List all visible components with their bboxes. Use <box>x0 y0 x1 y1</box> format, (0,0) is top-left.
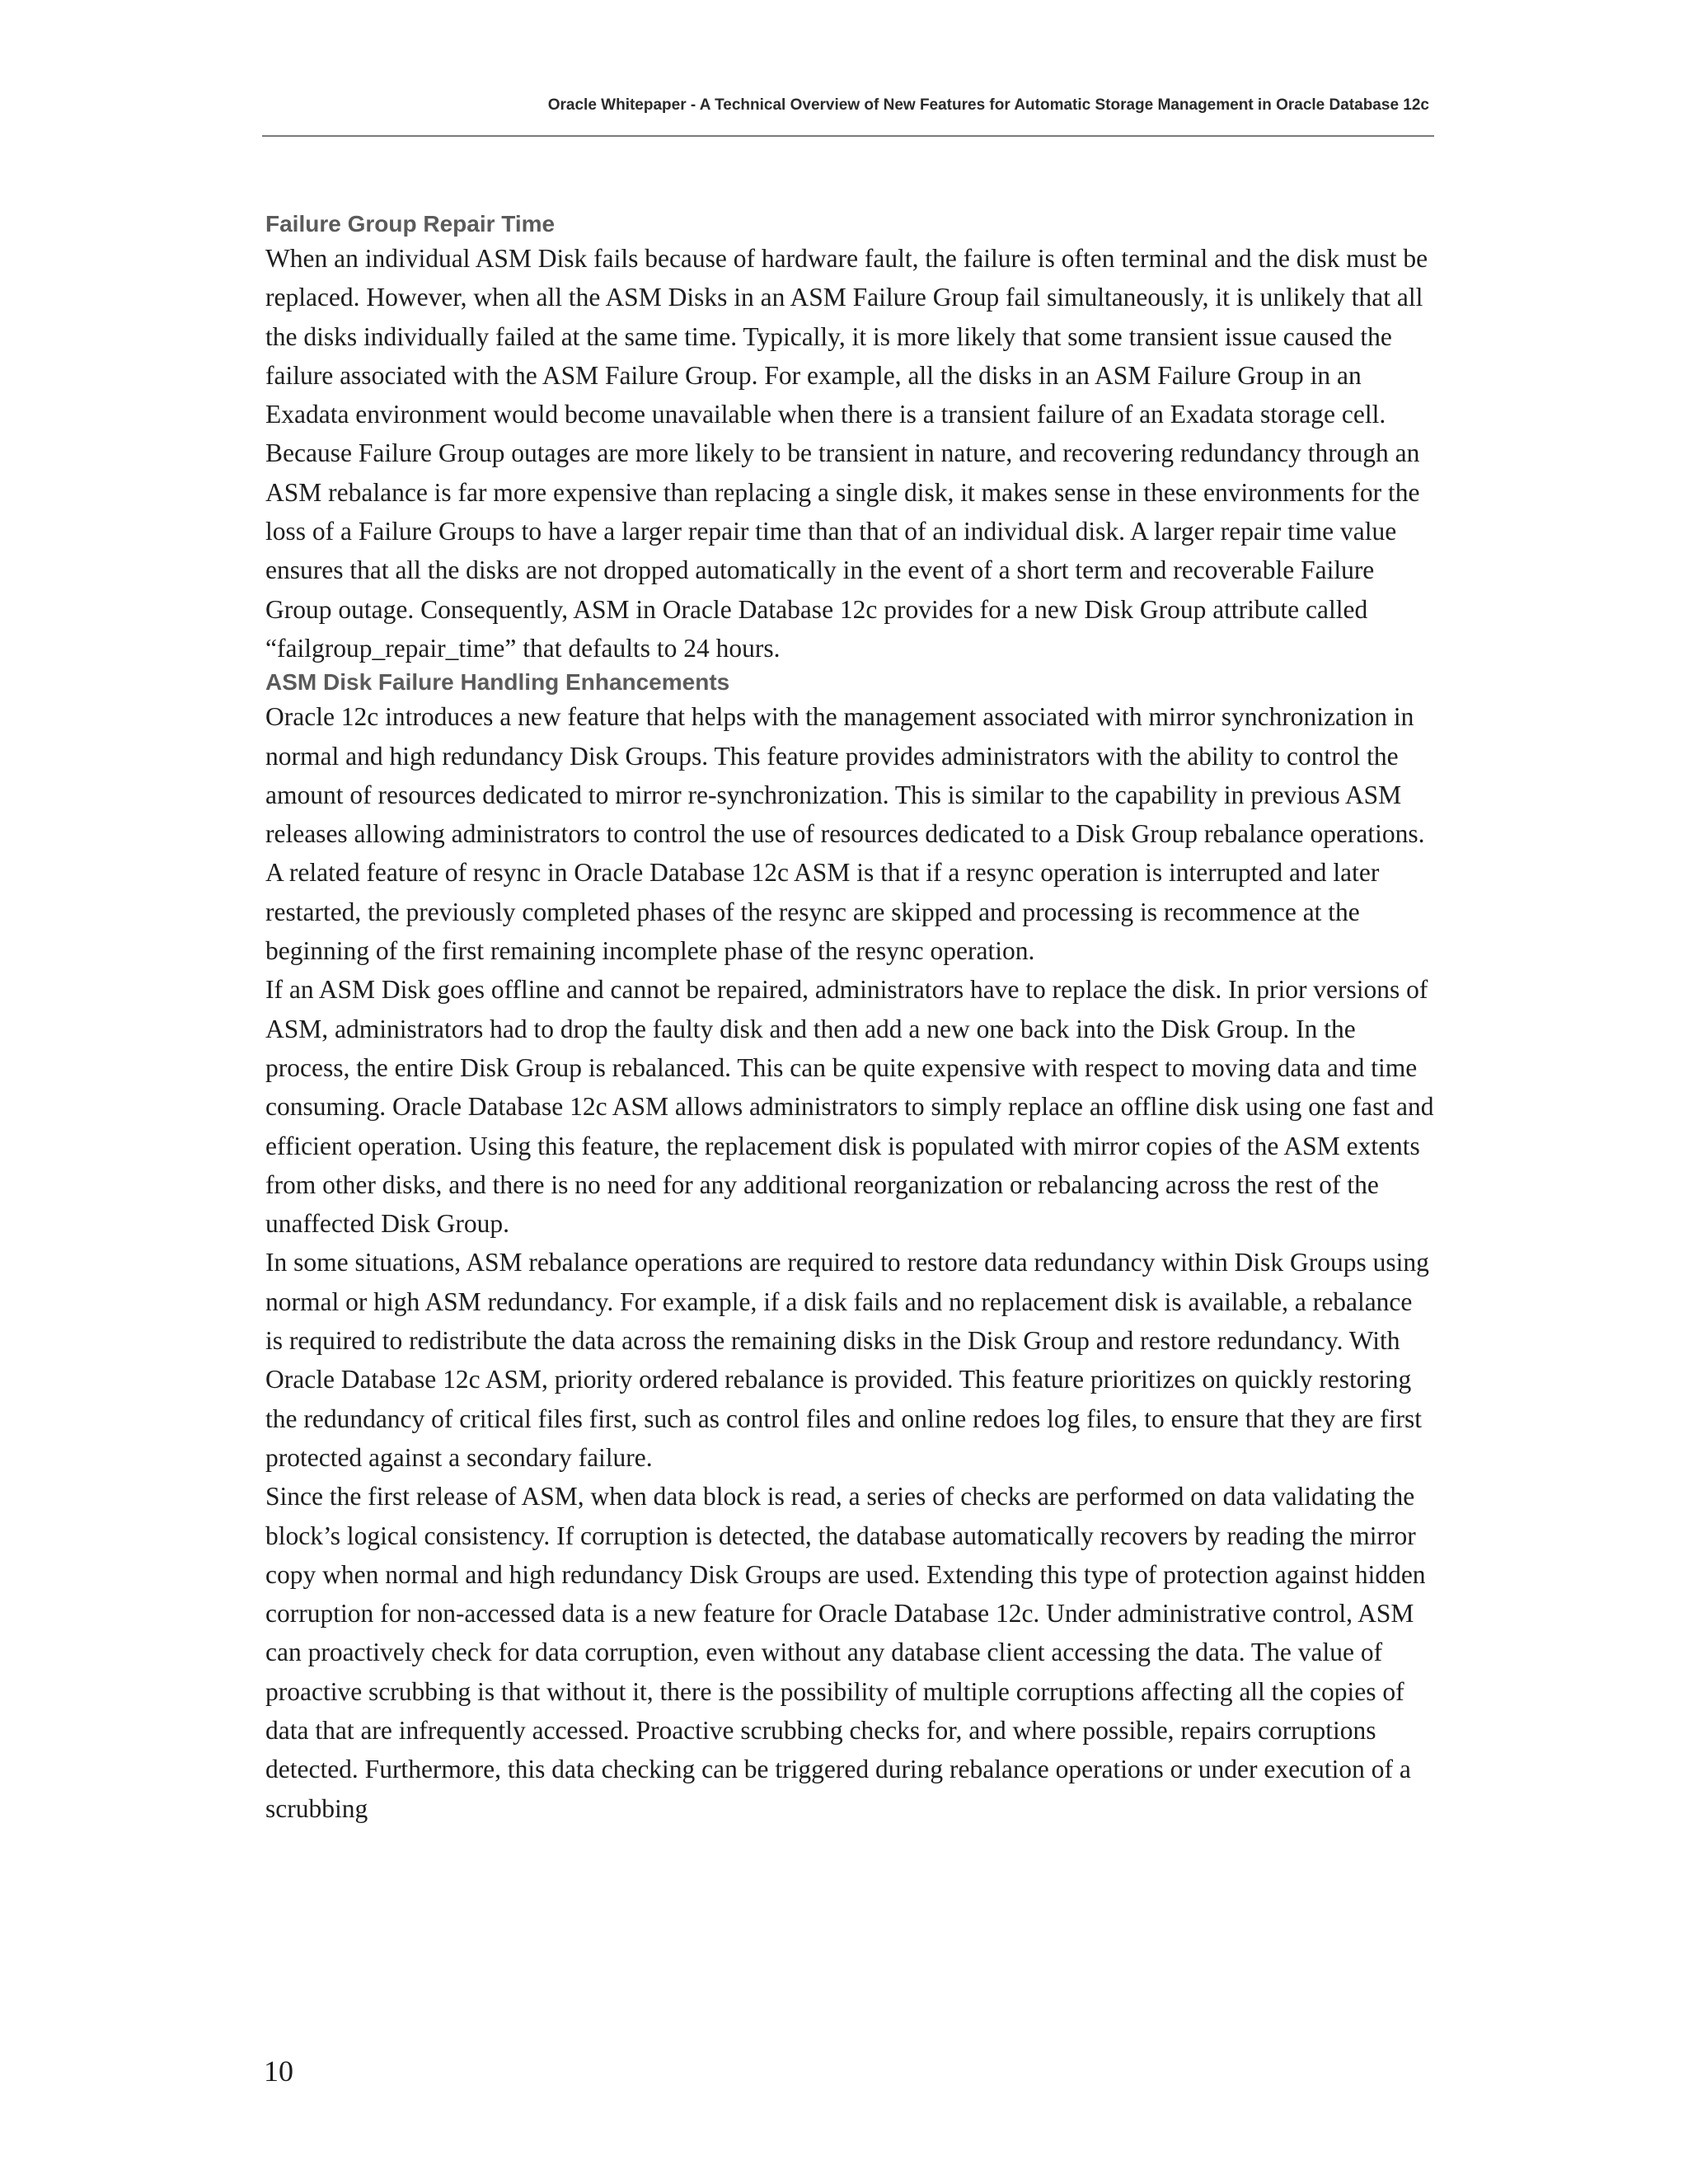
running-header <box>262 0 1434 137</box>
page-content <box>265 209 1436 1828</box>
paragraph-failure-group-repair-time: When an individual ASM Disk fails because of hardware fault, the failure is often terminal and the disk must be replaced. However, when all the ASM Disks in an ASM Failure Group fail simultaneously, it is unlikely that all the disks individually failed at the same time. Typically, it is more likely that some transient issue caused the failure associated with the ASM Failure Group. For example, all the disks in an ASM Failure Group in an Exadata environment would become unavailable when there is a transient failure of an Exadata storage cell. Because Failure Group outages are more likely to be transient in nature, and recovering redundancy through an ASM rebalance is far more expensive than replacing a single disk, it makes sense in these environments for the loss of a Failure Groups to have a larger repair time than that of an individual disk. A larger repair time value ensures that all the disks are not dropped automatically in the event of a short term and recoverable Failure Group outage. Consequently, ASM in Oracle Database 12c provides for a new Disk Group attribute called “failgroup_repair_time” that defaults to 24 hours. <box>265 244 1428 663</box>
paragraph-disk-replace: If an ASM Disk goes offline and cannot be repaired, administrators have to replace the disk. In prior versions of ASM, administrators had to drop the faulty disk and then add a new one back into the Disk Group. In the process, the entire Disk Group is rebalanced. This can be quite expensive with respect to moving data and time consuming. Oracle Database 12c ASM allows administrators to simply replace an offline disk using one fast and efficient operation. Using this feature, the replacement disk is populated with mirror copies of the ASM extents from other disks, and there is no need for any additional reorganization or rebalancing across the rest of the unaffected Disk Group. <box>265 975 1434 1239</box>
running-header-title: Oracle Whitepaper - A Technical Overview of New Features for Automatic Storage Management in Oracle Database 12c <box>547 96 1429 114</box>
page-number: 10 <box>264 2055 293 2088</box>
paragraph-proactive-scrubbing: Since the first release of ASM, when data block is read, a series of checks are performed on data validating the block’s logical consistency. If corruption is detected, the database automatically recovers by reading the mirror copy when normal and high redundancy Disk Groups are used. Extending this type of protection against hidden corruption for non-accessed data is a new feature for Oracle Database 12c. Under administrative control, ASM can proactively check for data corruption, even without any database client accessing the data. The value of proactive scrubbing is that without it, there is the possibility of multiple corruptions affecting all the copies of data that are infrequently accessed. Proactive scrubbing checks for, and where possible, repairs corruptions detected. Furthermore, this data checking can be triggered during rebalance operations or under execution of a scrubbing <box>265 1482 1426 1823</box>
paragraph-resync-restart: A related feature of resync in Oracle Database 12c ASM is that if a resync operation is interrupted and later restarted, the previously completed phases of the resync are skipped and processing is recommence at the beginning of the first remaining incomplete phase of the resync operation. <box>265 858 1380 966</box>
paragraph-priority-rebalance: In some situations, ASM rebalance operations are required to restore data redundancy within Disk Groups using normal or high ASM redundancy. For example, if a disk fails and no replacement disk is available, a rebalance is required to redistribute the data across the remaining disks in the Disk Group and restore redundancy. With Oracle Database 12c ASM, priority ordered rebalance is provided. This feature prioritizes on quickly restoring the redundancy of critical files first, such as control files and online redoes log files, to ensure that they are first protected against a secondary failure. <box>265 1248 1429 1472</box>
section-heading-failure-group-repair-time: Failure Group Repair Time <box>265 211 556 237</box>
section-heading-asm-disk-failure-handling: ASM Disk Failure Handling Enhancements <box>265 669 730 696</box>
paragraph-mirror-synchronization: Oracle 12c introduces a new feature that helps with the management associated with mirror synchronization in normal and high redundancy Disk Groups. This feature provides administrators with the ability to control the amount of resources dedicated to mirror re-synchronization. This is similar to the capability in previous ASM releases allowing administrators to control the use of resources dedicated to a Disk Group rebalance operations. <box>265 702 1425 849</box>
